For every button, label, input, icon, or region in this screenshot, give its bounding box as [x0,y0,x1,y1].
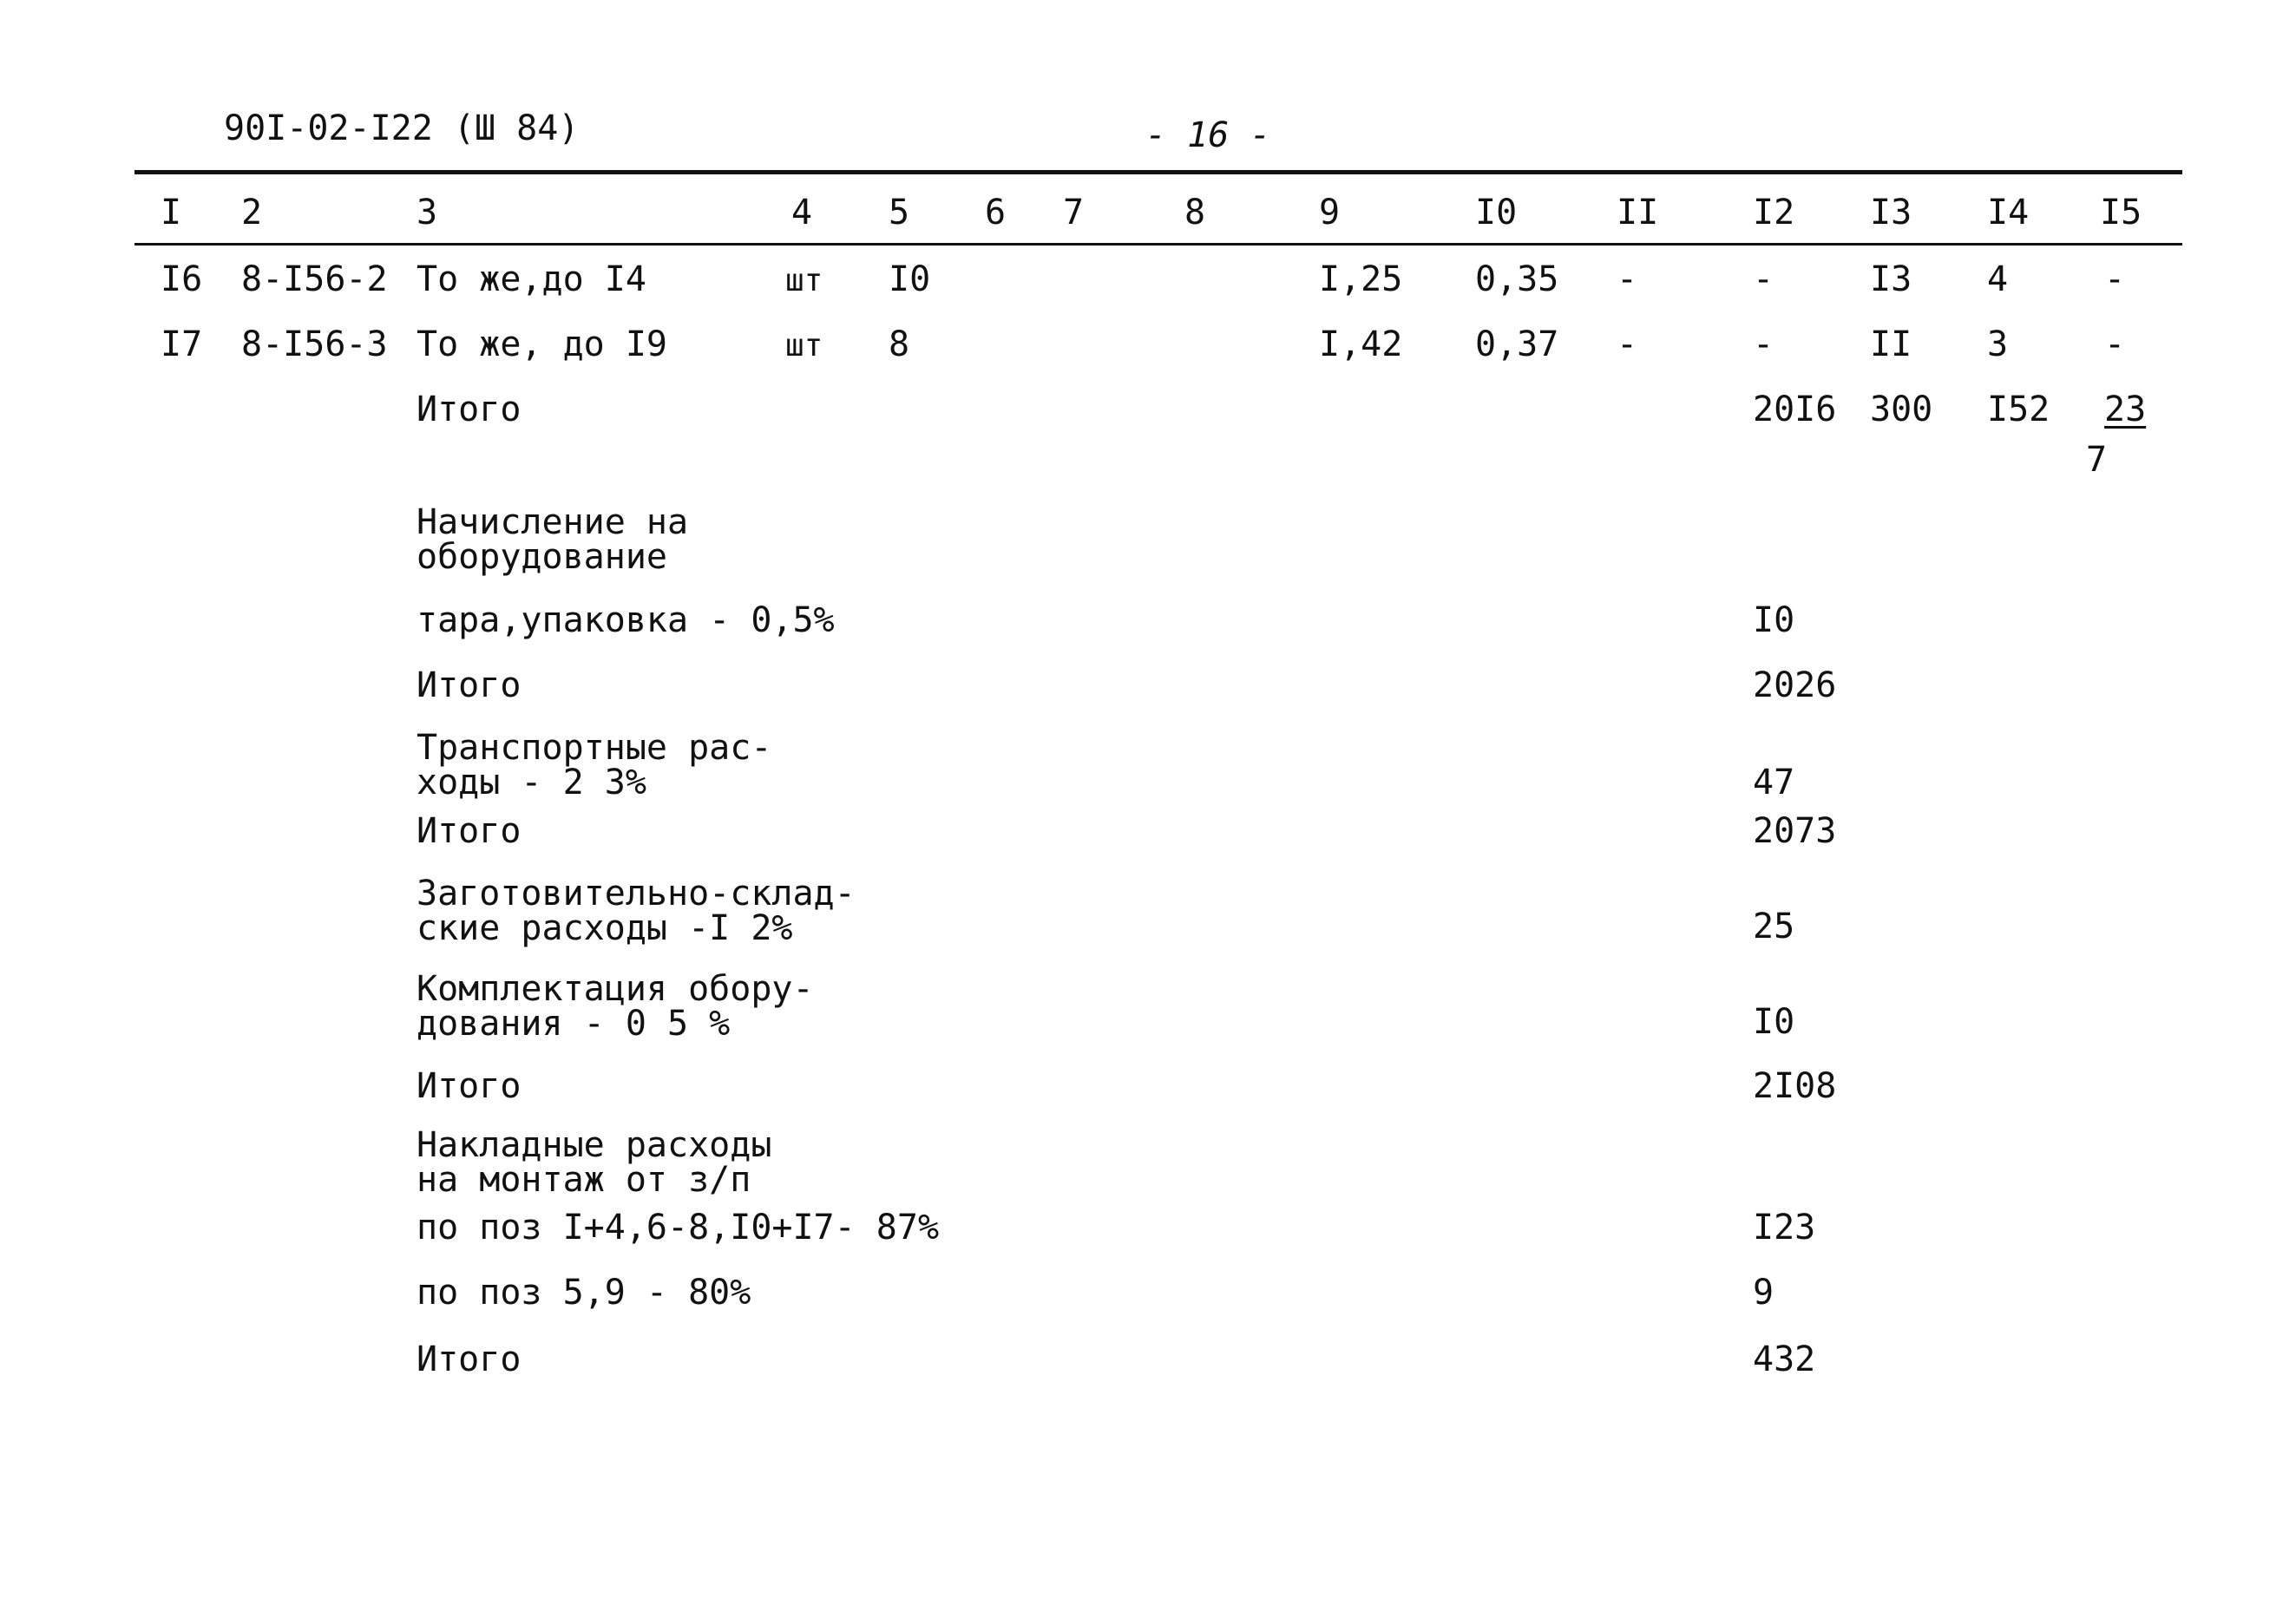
page-number: - 16 - [1145,115,1271,155]
cell-pos: I7 [161,324,203,364]
cell-description: То же,до I4 [417,259,646,299]
summary-label: Итого [417,665,522,705]
column-header: I2 [1753,193,1795,232]
column-header: I4 [1987,193,2030,232]
total-col15-bottom: 7 [2086,440,2108,480]
summary-label: Начисление на оборудование [417,502,689,577]
cell-unit: шт [785,263,823,298]
cell-col15: - [2104,259,2126,299]
summary-label: Комплектация обору- дования - 0 5 % [417,969,814,1044]
total-col14: I52 [1987,390,2050,429]
cell-col14: 4 [1987,259,2009,299]
summary-value: I23 [1753,1208,1816,1248]
summary-label: Заготовительно-склад- ские расходы -I 2% [417,874,856,948]
summary-label: тара,упаковка - 0,5% [417,600,835,640]
column-header: 8 [1184,193,1206,232]
cell-col9: I,25 [1319,259,1403,299]
cell-col13: I3 [1870,259,1912,299]
cell-quantity: I0 [889,259,931,299]
column-header: 9 [1319,193,1341,232]
cell-col14: 3 [1987,324,2009,364]
document-code: 90I-02-I22 (Ш 84) [224,108,580,148]
summary-value: 2I08 [1753,1066,1837,1106]
column-header: I3 [1870,193,1912,232]
cell-code: 8-I56-2 [241,259,388,299]
cell-col12: - [1753,324,1774,364]
total-col15-top: 23 [2104,390,2147,429]
cell-col15: - [2104,324,2126,364]
column-header: 7 [1063,193,1085,232]
column-header: I [161,193,182,232]
summary-label: Накладные расходы на монтаж от з/п [417,1125,772,1200]
cell-col13: II [1870,324,1912,364]
summary-value: 432 [1753,1339,1816,1379]
top-rule [134,170,2182,174]
summary-value: 25 [1753,907,1795,946]
cell-unit: шт [785,328,823,363]
column-header: 2 [241,193,263,232]
total-col13: 300 [1870,390,1933,429]
summary-label: Транспортные рас- ходы - 2 3% [417,728,772,802]
column-header: I5 [2100,193,2142,232]
summary-label: Итого [417,811,522,851]
summary-label: по поз 5,9 - 80% [417,1273,751,1313]
cell-col9: I,42 [1319,324,1403,364]
column-header: I0 [1475,193,1518,232]
cell-quantity: 8 [889,324,910,364]
cell-col10: 0,37 [1475,324,1559,364]
cell-col11: - [1617,259,1638,299]
column-header: 4 [791,193,813,232]
summary-value: I0 [1753,600,1795,640]
column-header: 3 [417,193,438,232]
cell-pos: I6 [161,259,203,299]
column-header: II [1617,193,1659,232]
summary-label: Итого [417,1339,522,1379]
summary-value: 47 [1753,763,1795,802]
column-header: 6 [985,193,1007,232]
summary-value: 2073 [1753,811,1837,851]
summary-value: I0 [1753,1002,1795,1042]
summary-value: 2026 [1753,665,1837,705]
column-header: 5 [889,193,910,232]
cell-description: То же, до I9 [417,324,667,364]
summary-label: Итого [417,1066,522,1106]
total-col12: 20I6 [1753,390,1837,429]
header-rule [134,243,2182,246]
cell-col11: - [1617,324,1638,364]
summary-value: 9 [1753,1273,1774,1313]
cell-code: 8-I56-3 [241,324,388,364]
total-label: Итого [417,390,522,429]
cell-col10: 0,35 [1475,259,1559,299]
summary-label: по поз I+4,6-8,I0+I7- 87% [417,1208,940,1248]
cell-col12: - [1753,259,1774,299]
